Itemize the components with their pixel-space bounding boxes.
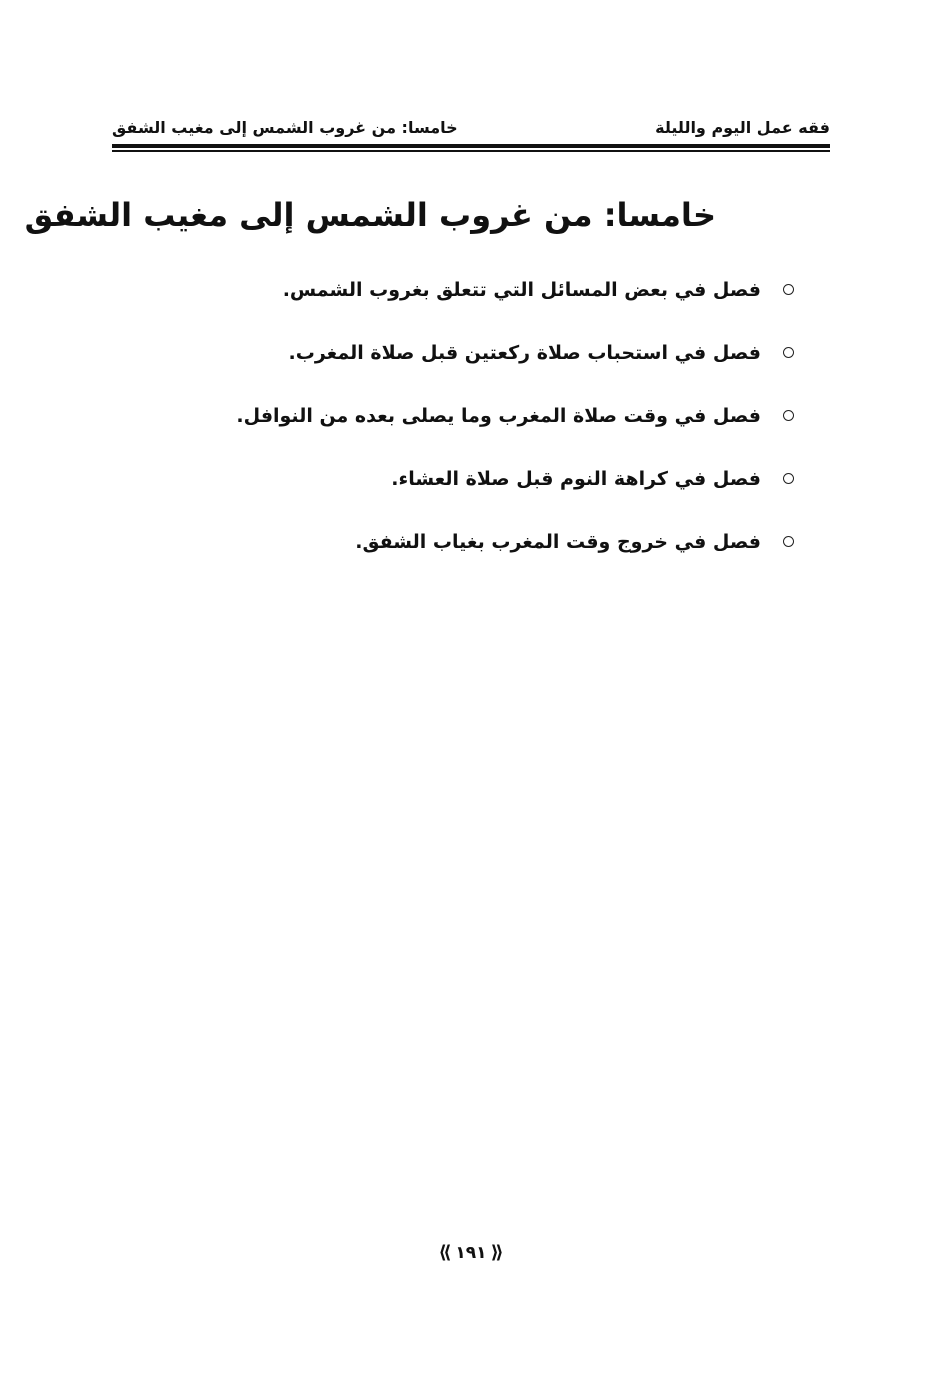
list-item bbox=[236, 384, 794, 447]
ornament-right-icon: ⟫ bbox=[490, 1242, 504, 1263]
running-header bbox=[112, 112, 830, 142]
header-rule bbox=[112, 144, 830, 154]
ornament-left-icon: ⟪ bbox=[438, 1242, 452, 1263]
list-item-text: فصل في استحباب صلاة ركعتين قبل صلاة المغرب. bbox=[288, 341, 761, 364]
list-item-text: فصل في خروج وقت المغرب بغياب الشفق. bbox=[355, 530, 761, 553]
list-item bbox=[236, 321, 794, 384]
section-list bbox=[236, 258, 794, 573]
list-item bbox=[236, 447, 794, 510]
circle-bullet-icon bbox=[783, 347, 794, 358]
header-rule-thin bbox=[112, 150, 830, 152]
book-title: فقه عمل اليوم والليلة bbox=[655, 118, 830, 137]
chapter-title: خامسا: من غروب الشمس إلى مغيب الشفق bbox=[112, 118, 458, 137]
list-item-text: فصل في وقت صلاة المغرب وما يصلى بعده من النوافل. bbox=[236, 404, 761, 427]
list-item-text: فصل في كراهة النوم قبل صلاة العشاء. bbox=[391, 467, 761, 490]
circle-bullet-icon bbox=[783, 410, 794, 421]
list-item bbox=[236, 258, 794, 321]
header-rule-thick bbox=[112, 144, 830, 148]
section-title: خامسا: من غروب الشمس إلى مغيب الشفق bbox=[24, 196, 716, 234]
page-number: ١٩١ bbox=[455, 1243, 487, 1263]
circle-bullet-icon bbox=[783, 284, 794, 295]
circle-bullet-icon bbox=[783, 473, 794, 484]
list-item-text: فصل في بعض المسائل التي تتعلق بغروب الشمس. bbox=[282, 278, 761, 301]
page-footer bbox=[0, 1238, 942, 1268]
list-item bbox=[236, 510, 794, 573]
circle-bullet-icon bbox=[783, 536, 794, 547]
